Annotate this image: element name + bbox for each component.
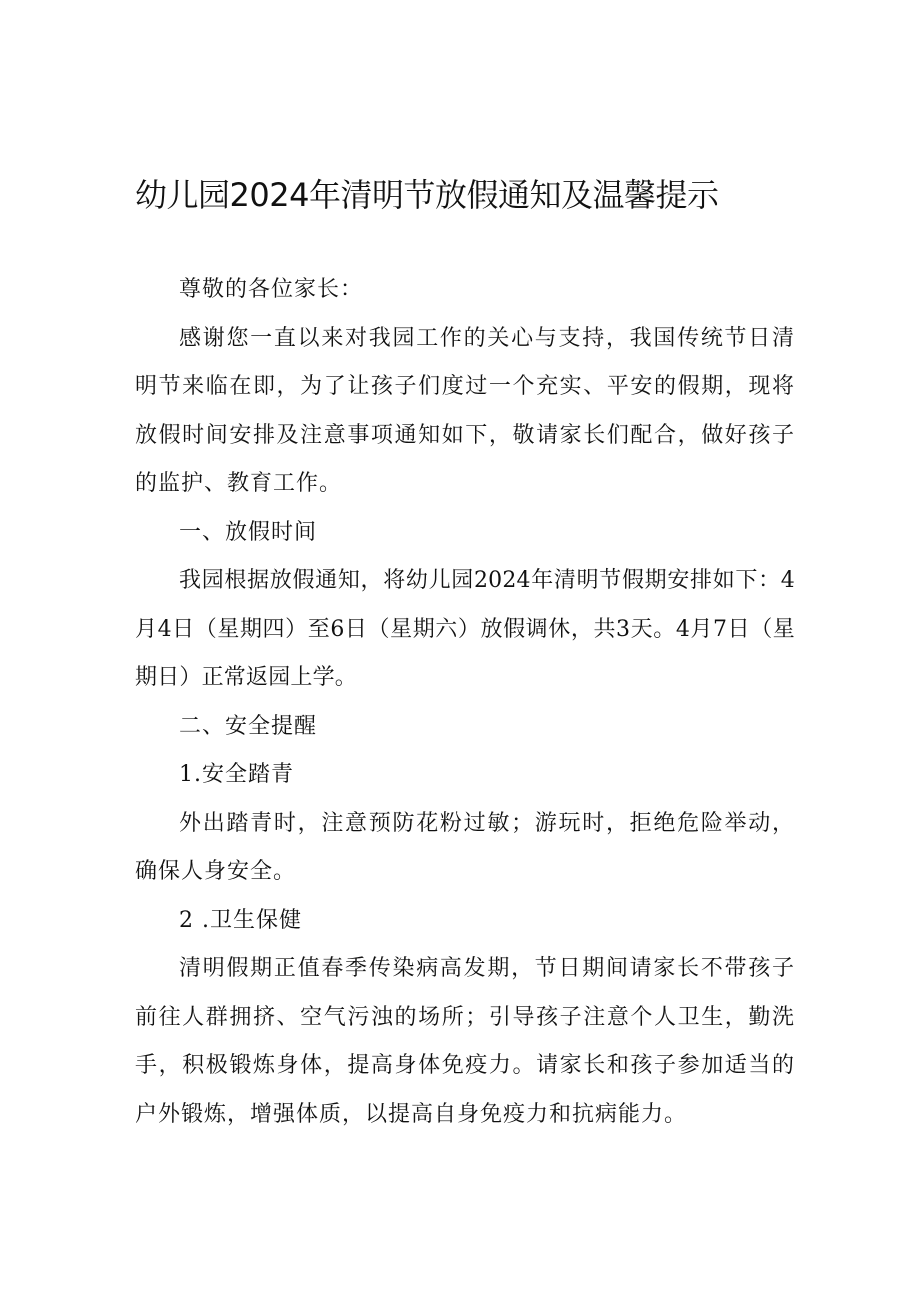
outing-safety-paragraph: 外出踏青时，注意预防花粉过敏；游玩时，拒绝危险举动，确保人身安全。: [135, 810, 795, 884]
section-heading-holiday-time: 一、放假时间: [179, 519, 318, 545]
intro-paragraph: 感谢您一直以来对我园工作的关心与支持，我国传统节日清明节来临在即，为了让孩子们度过一个充实、平安的假期，现将放假时间安排及注意事项通知如下，敬请家长们配合，做好孩子的监护、教育工作。: [135, 325, 795, 496]
item-heading-outing-safety: 1.安全踏青: [179, 762, 294, 787]
hygiene-paragraph: 清明假期正值春季传染病高发期，节日期间请家长不带孩子前往人群拥挤、空气污浊的场所；引导孩子注意个人卫生，勤洗手，积极锻炼身体，提高身体免疫力。请家长和孩子参加适当的户外锻炼，增强体质，以提高自身免疫力和抗病能力。: [135, 956, 795, 1127]
salutation: 尊敬的各位家长：: [179, 277, 364, 302]
section-heading-safety: 二、安全提醒: [179, 713, 318, 739]
holiday-schedule-paragraph: 我园根据放假通知，将幼儿园2024年清明节假期安排如下：4月4日（星期四）至6日（星期六）放假调休，共3天。4月7日（星期日）正常返园上学。: [135, 568, 795, 690]
item-heading-hygiene: 2 .卫生保健: [179, 907, 302, 933]
document-title: 幼儿园2024年清明节放假通知及温馨提示: [135, 176, 719, 214]
document-body: [135, 266, 795, 1139]
